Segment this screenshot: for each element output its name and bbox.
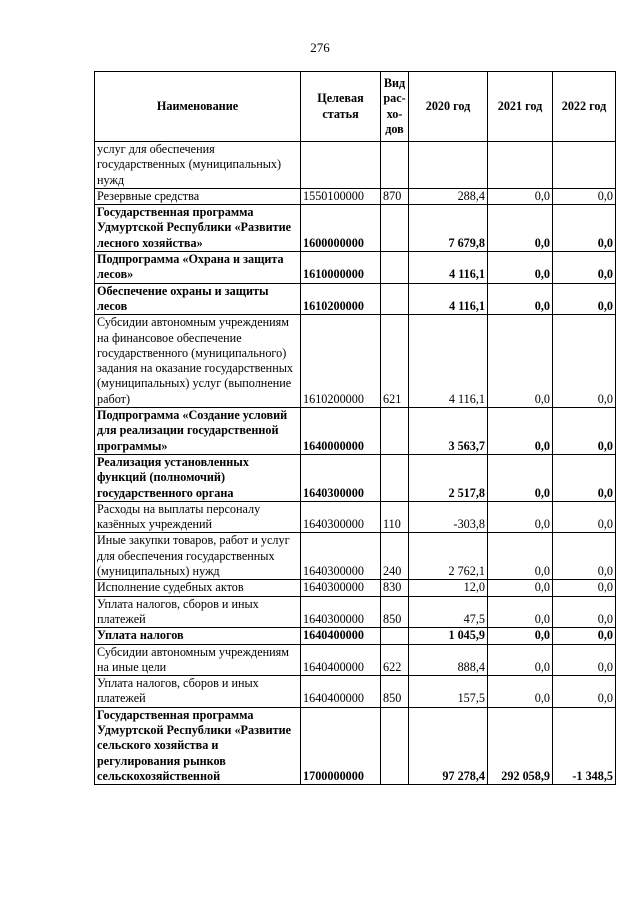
cell-2020: 1 045,9: [409, 628, 488, 644]
table-row: [95, 205, 616, 252]
table-body: [95, 142, 616, 785]
cell-name: Субсидии автономным учреждениям на финансовое обеспечение государственного (муниципального) задания на оказание государственных (муниципальных) услуг (выполнение работ): [95, 315, 301, 408]
header-vid-line1: Вид: [383, 75, 406, 90]
cell-2021: 0,0: [488, 188, 553, 204]
cell-2021: 0,0: [488, 644, 553, 676]
cell-2022: 0,0: [553, 501, 616, 533]
cell-expense-type: 240: [381, 533, 409, 580]
cell-2021: 0,0: [488, 408, 553, 455]
table-header-row: [95, 72, 616, 142]
cell-expense-type: [381, 252, 409, 284]
header-expense-type: [381, 72, 409, 142]
table-row: [95, 533, 616, 580]
cell-target-article: 1640300000: [301, 580, 381, 596]
cell-name: Уплата налогов, сборов и иных платежей: [95, 676, 301, 708]
cell-2020: [409, 142, 488, 189]
cell-target-article: 1640300000: [301, 533, 381, 580]
cell-2021: 0,0: [488, 676, 553, 708]
cell-expense-type: 870: [381, 188, 409, 204]
cell-name: Подпрограмма «Создание условий для реализации государственной программы»: [95, 408, 301, 455]
cell-2020: 47,5: [409, 596, 488, 628]
cell-2022: 0,0: [553, 408, 616, 455]
cell-2020: 288,4: [409, 188, 488, 204]
cell-expense-type: [381, 707, 409, 784]
cell-2020: 97 278,4: [409, 707, 488, 784]
table-row: [95, 707, 616, 784]
cell-2022: 0,0: [553, 454, 616, 501]
cell-2022: 0,0: [553, 252, 616, 284]
page-number: 276: [310, 40, 330, 55]
cell-2021: 0,0: [488, 580, 553, 596]
table-row: [95, 501, 616, 533]
cell-target-article: 1640400000: [301, 644, 381, 676]
header-2022: 2022 год: [553, 72, 616, 142]
cell-name: Расходы на выплаты персоналу казённых учреждений: [95, 501, 301, 533]
cell-target-article: 1640400000: [301, 628, 381, 644]
cell-name: Обеспечение охраны и защиты лесов: [95, 283, 301, 315]
table-row: [95, 252, 616, 284]
cell-target-article: 1600000000: [301, 205, 381, 252]
cell-expense-type: [381, 142, 409, 189]
cell-2022: [553, 142, 616, 189]
cell-expense-type: 850: [381, 676, 409, 708]
cell-2022: 0,0: [553, 580, 616, 596]
cell-name: Подпрограмма «Охрана и защита лесов»: [95, 252, 301, 284]
cell-target-article: 1610200000: [301, 283, 381, 315]
table-row: [95, 408, 616, 455]
cell-target-article: [301, 142, 381, 189]
cell-2020: 888,4: [409, 644, 488, 676]
cell-target-article: 1610000000: [301, 252, 381, 284]
cell-2022: 0,0: [553, 283, 616, 315]
table-row: [95, 644, 616, 676]
cell-2022: 0,0: [553, 188, 616, 204]
cell-2022: 0,0: [553, 676, 616, 708]
cell-2020: 2 762,1: [409, 533, 488, 580]
cell-target-article: 1640300000: [301, 501, 381, 533]
cell-expense-type: [381, 205, 409, 252]
cell-2020: 7 679,8: [409, 205, 488, 252]
cell-2020: 4 116,1: [409, 315, 488, 408]
cell-target-article: 1640400000: [301, 676, 381, 708]
cell-name: Субсидии автономным учреждениям на иные цели: [95, 644, 301, 676]
table-row: [95, 628, 616, 644]
table-row: [95, 315, 616, 408]
cell-target-article: 1640000000: [301, 408, 381, 455]
cell-2021: 0,0: [488, 501, 553, 533]
budget-table: [94, 71, 616, 785]
cell-2020: 12,0: [409, 580, 488, 596]
table-row: [95, 580, 616, 596]
header-name: Наименование: [95, 72, 301, 142]
cell-2022: 0,0: [553, 205, 616, 252]
header-target-line2: статья: [322, 106, 359, 121]
header-vid-line2: рас-: [383, 91, 406, 106]
cell-2022: 0,0: [553, 315, 616, 408]
table-row: [95, 596, 616, 628]
cell-2020: 4 116,1: [409, 252, 488, 284]
cell-2021: 0,0: [488, 283, 553, 315]
cell-2020: 2 517,8: [409, 454, 488, 501]
cell-name: Уплата налогов: [95, 628, 301, 644]
cell-expense-type: 830: [381, 580, 409, 596]
cell-target-article: 1640300000: [301, 596, 381, 628]
header-2021: 2021 год: [488, 72, 553, 142]
cell-2022: -1 348,5: [553, 707, 616, 784]
header-target-line1: Целевая: [317, 91, 364, 106]
cell-2021: 0,0: [488, 205, 553, 252]
table-row: [95, 454, 616, 501]
cell-target-article: 1610200000: [301, 315, 381, 408]
cell-name: Иные закупки товаров, работ и услуг для обеспечения государственных (муниципальных) нужд: [95, 533, 301, 580]
cell-expense-type: [381, 454, 409, 501]
cell-name: Исполнение судебных актов: [95, 580, 301, 596]
cell-name: Реализация установленных функций (полномочий) государственного органа: [95, 454, 301, 501]
cell-expense-type: 621: [381, 315, 409, 408]
cell-target-article: 1550100000: [301, 188, 381, 204]
cell-expense-type: 110: [381, 501, 409, 533]
cell-2022: 0,0: [553, 644, 616, 676]
cell-target-article: 1700000000: [301, 707, 381, 784]
cell-2020: 157,5: [409, 676, 488, 708]
cell-name: Государственная программа Удмуртской Республики «Развитие сельского хозяйства и регулирования рынков сельскохозяйственной: [95, 707, 301, 784]
cell-2021: 0,0: [488, 454, 553, 501]
table-row: [95, 188, 616, 204]
cell-2021: 0,0: [488, 315, 553, 408]
cell-target-article: 1640300000: [301, 454, 381, 501]
cell-2020: -303,8: [409, 501, 488, 533]
cell-2020: 4 116,1: [409, 283, 488, 315]
cell-2021: 0,0: [488, 628, 553, 644]
header-target-article: [301, 72, 381, 142]
header-vid-line3: хо-: [386, 106, 403, 121]
cell-2022: 0,0: [553, 628, 616, 644]
cell-name: услуг для обеспечения государственных (муниципальных) нужд: [95, 142, 301, 189]
cell-expense-type: [381, 408, 409, 455]
cell-name: Государственная программа Удмуртской Республики «Развитие лесного хозяйства»: [95, 205, 301, 252]
cell-expense-type: [381, 628, 409, 644]
header-2020: 2020 год: [409, 72, 488, 142]
cell-expense-type: 622: [381, 644, 409, 676]
header-vid-line4: дов: [385, 121, 404, 136]
cell-2021: 0,0: [488, 596, 553, 628]
cell-name: Резервные средства: [95, 188, 301, 204]
cell-name: Уплата налогов, сборов и иных платежей: [95, 596, 301, 628]
cell-2022: 0,0: [553, 596, 616, 628]
cell-2021: 292 058,9: [488, 707, 553, 784]
cell-2021: 0,0: [488, 252, 553, 284]
cell-2020: 3 563,7: [409, 408, 488, 455]
cell-expense-type: 850: [381, 596, 409, 628]
table-row: [95, 142, 616, 189]
cell-2022: 0,0: [553, 533, 616, 580]
cell-2021: [488, 142, 553, 189]
table-row: [95, 283, 616, 315]
cell-expense-type: [381, 283, 409, 315]
cell-2021: 0,0: [488, 533, 553, 580]
table-row: [95, 676, 616, 708]
